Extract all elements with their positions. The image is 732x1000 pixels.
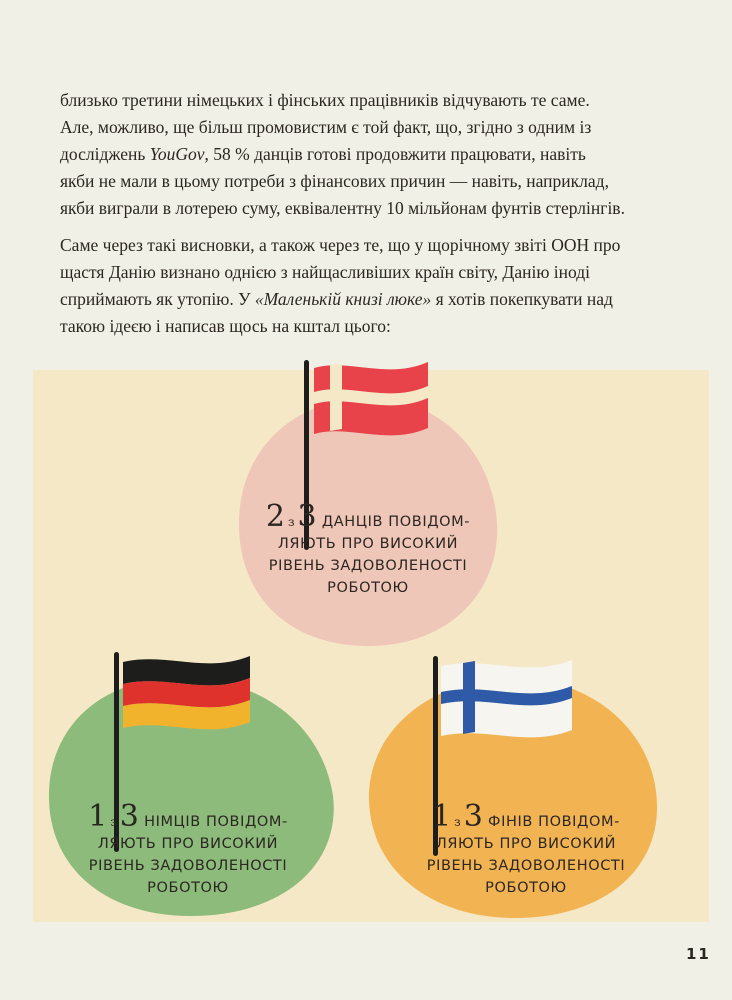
text-line: близько третини німецьких і фінських працівників відчувають те саме. bbox=[60, 90, 590, 110]
text-line: якби виграли в лотерею суму, еквівалентну 10 мільйонам фунтів стерлінгів. bbox=[60, 198, 625, 218]
text-line: Саме через такі висновки, а також через те, що у щорічному звіті ООН про bbox=[60, 235, 621, 255]
denominator: 3 bbox=[463, 799, 483, 834]
finland-caption: 1 з 3 ФІНІВ ПОВІДОМ- ЛЯЮТЬ ПРО ВИСОКИЙ РІВЕНЬ ЗАДОВОЛЕНОСТІ РОБОТОЮ bbox=[426, 799, 626, 896]
emphasis: YouGov bbox=[149, 144, 205, 164]
denmark-caption: 2 з 3 ДАНЦІВ ПОВІДОМ- ЛЯЮТЬ ПРО ВИСОКИЙ РІВЕНЬ ЗАДОВОЛЕНОСТІ РОБОТОЮ bbox=[265, 499, 471, 596]
paragraph-1 bbox=[60, 87, 690, 222]
denominator: 3 bbox=[119, 799, 139, 834]
text-line: якби не мали в цьому потреби з фінансових причин — навіть, наприклад, bbox=[60, 171, 609, 191]
text-line: Але, можливо, ще більш промовистим є той факт, що, згідно з одним із bbox=[60, 117, 592, 137]
book-title: «Маленькій книзі люке» bbox=[254, 289, 432, 309]
illustration-panel bbox=[33, 370, 709, 922]
numerator: 1 bbox=[432, 799, 452, 834]
page-number: 11 bbox=[686, 945, 711, 963]
paragraph-2 bbox=[60, 232, 690, 340]
text-line: досліджень YouGov, 58 % данців готові продовжити працювати, навіть bbox=[60, 144, 586, 164]
denominator: 3 bbox=[297, 499, 317, 534]
numerator: 1 bbox=[88, 799, 108, 834]
text-line: такою ідеєю і написав щось на кштал цього: bbox=[60, 316, 391, 336]
text-line: сприймають як утопію. У «Маленькій книзі люке» я хотів покепкувати над bbox=[60, 289, 613, 309]
germany-caption: 1 з 3 НІМЦІВ ПОВІДОМ- ЛЯЮТЬ ПРО ВИСОКИЙ РІВЕНЬ ЗАДОВОЛЕНОСТІ РОБОТОЮ bbox=[88, 799, 288, 896]
numerator: 2 bbox=[265, 499, 285, 534]
text-line: щастя Данію визнано однією з найщасливіших країн світу, Данію іноді bbox=[60, 262, 591, 282]
